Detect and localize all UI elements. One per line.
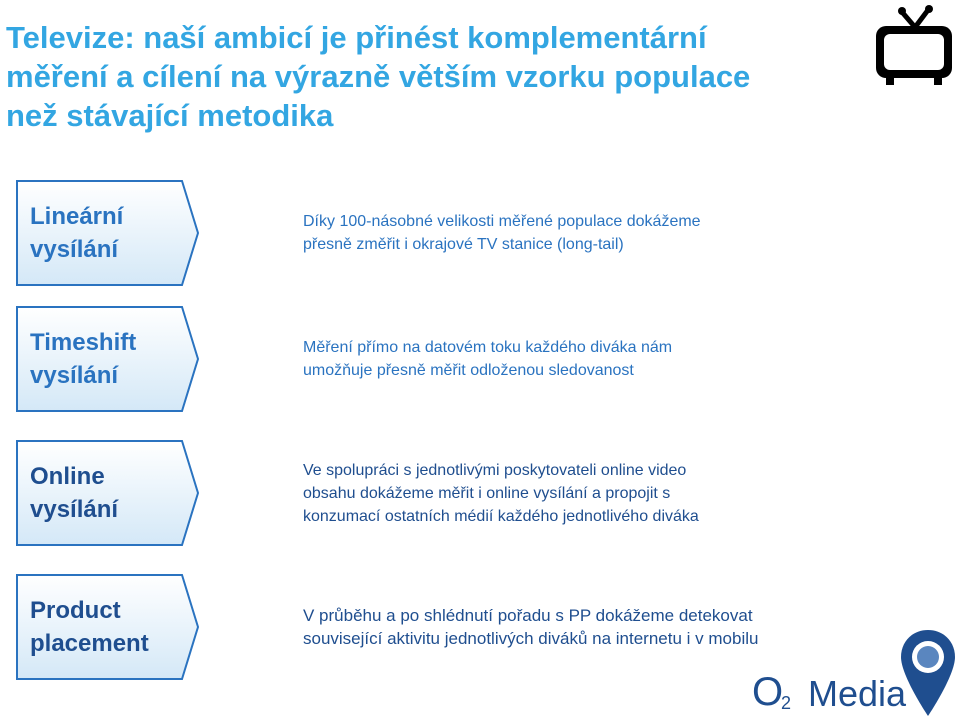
row-label	[30, 180, 200, 286]
o2-media-logo	[752, 672, 912, 716]
row-label	[30, 574, 200, 680]
desc-line-1: Díky 100-násobné velikosti měřené populace dokážeme	[303, 213, 701, 230]
title-line-1: Televize: naší ambicí je přinést komplementární	[6, 20, 707, 55]
label-line-2: vysílání	[30, 236, 119, 263]
desc-line-3: konzumací ostatních médií každého jednotlivého diváka	[303, 507, 699, 525]
desc-line-2: obsahu dokážeme měřit i online vysílání a propojit s	[303, 484, 671, 502]
desc-line-1: Měření přímo na datovém toku každého diváka nám	[303, 339, 673, 356]
row-description	[303, 574, 943, 680]
row-description	[303, 440, 943, 546]
logo-two: 2	[781, 693, 792, 713]
label-line-2: placement	[30, 630, 149, 657]
label-line-1: Timeshift	[30, 329, 137, 356]
desc-line-2: související aktivitu jednotlivých diváků na internetu i v mobilu	[303, 629, 759, 648]
title-line-3: než stávající metodika	[6, 98, 334, 133]
label-line-1: Lineární	[30, 203, 124, 230]
page-title	[6, 18, 846, 135]
logo-o: O	[752, 670, 784, 714]
title-line-2: měření a cílení na výrazně větším vzorku populace	[6, 59, 751, 94]
desc-line-2: umožňuje přesně měřit odloženou sledovanost	[303, 362, 634, 379]
desc-line-1: Ve spolupráci s jednotlivými poskytovateli online video	[303, 461, 687, 479]
label-line-2: vysílání	[30, 496, 119, 523]
row-description	[303, 306, 943, 412]
desc-line-2: přesně změřit i okrajové TV stanice (long-tail)	[303, 236, 624, 253]
row-label	[30, 440, 200, 546]
desc-line-1: V průběhu a po shlédnutí pořadu s PP dokážeme detekovat	[303, 606, 753, 625]
logo-media: Media	[808, 673, 907, 714]
label-line-1: Product	[30, 597, 121, 624]
tv-icon	[872, 4, 956, 88]
row-label	[30, 306, 200, 412]
label-line-2: vysílání	[30, 362, 119, 389]
row-description	[303, 180, 943, 286]
label-line-1: Online	[30, 463, 105, 490]
